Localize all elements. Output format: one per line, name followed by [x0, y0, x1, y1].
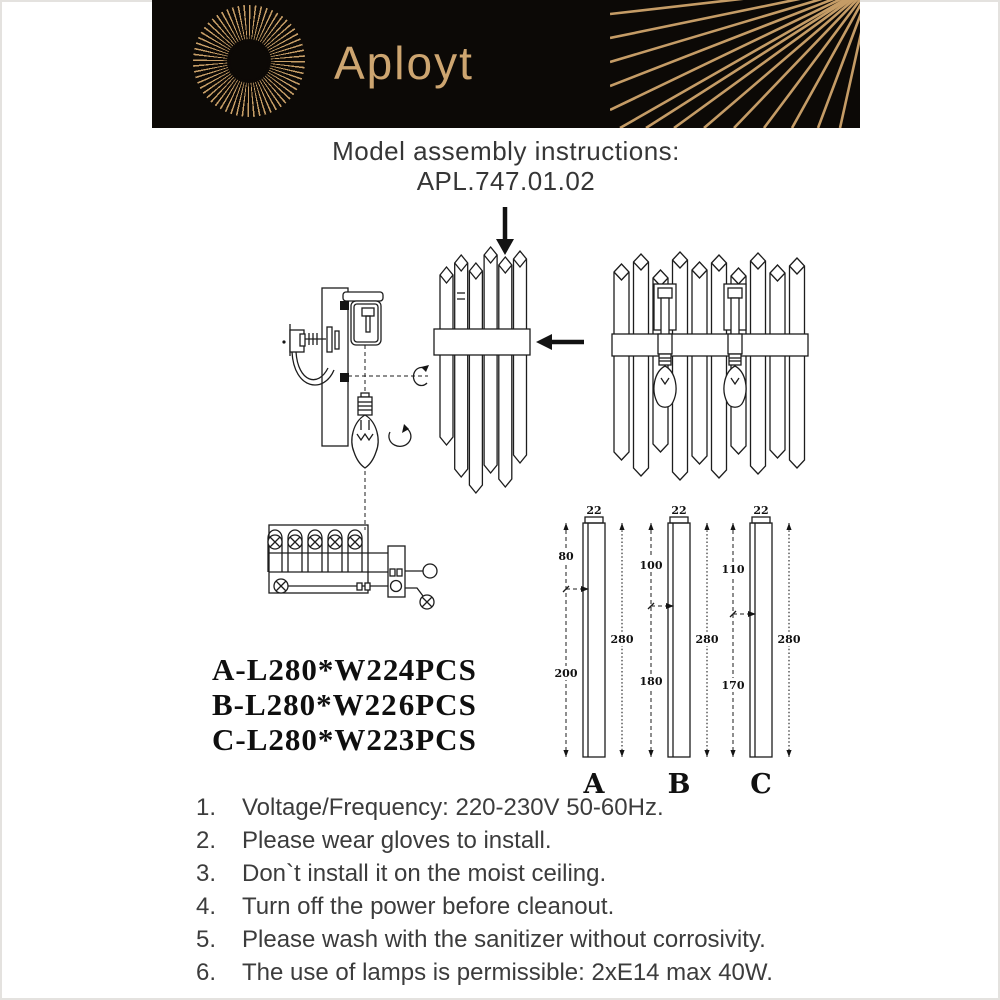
sunburst-logo-icon: [193, 5, 305, 117]
page-title: Model assembly instructions:: [332, 136, 680, 166]
svg-text:280: 280: [695, 633, 719, 646]
svg-text:180: 180: [639, 675, 663, 688]
part-qty: 3PCS: [398, 722, 477, 757]
ground-symbol: [423, 564, 437, 578]
sunburst-center: [230, 42, 268, 80]
svg-text:200: 200: [554, 667, 578, 680]
instruction-number: 5.: [196, 926, 217, 953]
part-label: A-L280*W22: [212, 652, 400, 687]
svg-text:B: B: [667, 769, 691, 800]
svg-text:100: 100: [639, 559, 663, 572]
svg-text:22: 22: [586, 504, 602, 517]
brand-header: [152, 0, 860, 128]
svg-text:22: 22: [671, 504, 687, 517]
instruction-number: 6.: [196, 959, 217, 986]
part-row: [212, 652, 477, 687]
dimension-diagram-a: [552, 504, 636, 800]
instruction-number: 1.: [196, 794, 217, 821]
down-arrow-icon: [496, 207, 514, 255]
part-label: C-L280*W22: [212, 722, 400, 757]
assembled-fixture-diagram: [612, 250, 812, 495]
part-row: [212, 722, 477, 757]
instruction-text: Voltage/Frequency: 220-230V 50-60Hz.: [242, 794, 664, 821]
corner-rays-icon: [610, 0, 860, 128]
instruction-number: 3.: [196, 860, 217, 887]
instructions-list: [196, 795, 856, 993]
instruction-text: The use of lamps is permissible: 2xE14 max 40W.: [242, 959, 773, 986]
model-number: APL.747.01.02: [416, 166, 596, 196]
instruction-item: [196, 861, 856, 887]
svg-text:22: 22: [753, 504, 769, 517]
instruction-item: [196, 828, 856, 854]
instruction-text: Please wear gloves to install.: [242, 827, 552, 854]
crystal-shade-diagram: [432, 205, 592, 505]
svg-text:110: 110: [721, 563, 745, 576]
dimension-diagram-b: [637, 504, 721, 800]
wall-bracket-diagram: [278, 282, 443, 547]
svg-text:170: 170: [721, 679, 745, 692]
parts-list: [212, 652, 477, 757]
lamp-symbol-row: [268, 530, 362, 572]
brand-name: Aployt: [334, 37, 474, 89]
instruction-item: [196, 795, 856, 821]
title-block: [152, 136, 860, 196]
svg-text:80: 80: [558, 550, 574, 563]
instruction-item: [196, 894, 856, 920]
part-qty: 6PCS: [398, 687, 477, 722]
instruction-item: [196, 927, 856, 953]
instruction-number: 4.: [196, 893, 217, 920]
part-label: B-L280*W22: [212, 687, 398, 722]
svg-text:A: A: [583, 769, 605, 800]
part-qty: 4PCS: [398, 652, 477, 687]
rotate-icon: [389, 428, 411, 446]
part-row: [212, 687, 477, 722]
svg-text:280: 280: [610, 633, 634, 646]
instruction-number: 2.: [196, 827, 217, 854]
dimension-diagram-c: [719, 504, 803, 800]
instruction-item: [196, 960, 856, 986]
instruction-text: Don`t install it on the moist ceiling.: [242, 860, 607, 887]
wiring-diagram: [256, 512, 456, 632]
instruction-text: Turn off the power before cleanout.: [242, 893, 615, 920]
left-arrow-icon: [536, 334, 584, 350]
svg-text:C: C: [750, 769, 772, 800]
svg-text:280: 280: [777, 633, 801, 646]
instruction-text: Please wash with the sanitizer without corrosivity.: [242, 926, 766, 953]
